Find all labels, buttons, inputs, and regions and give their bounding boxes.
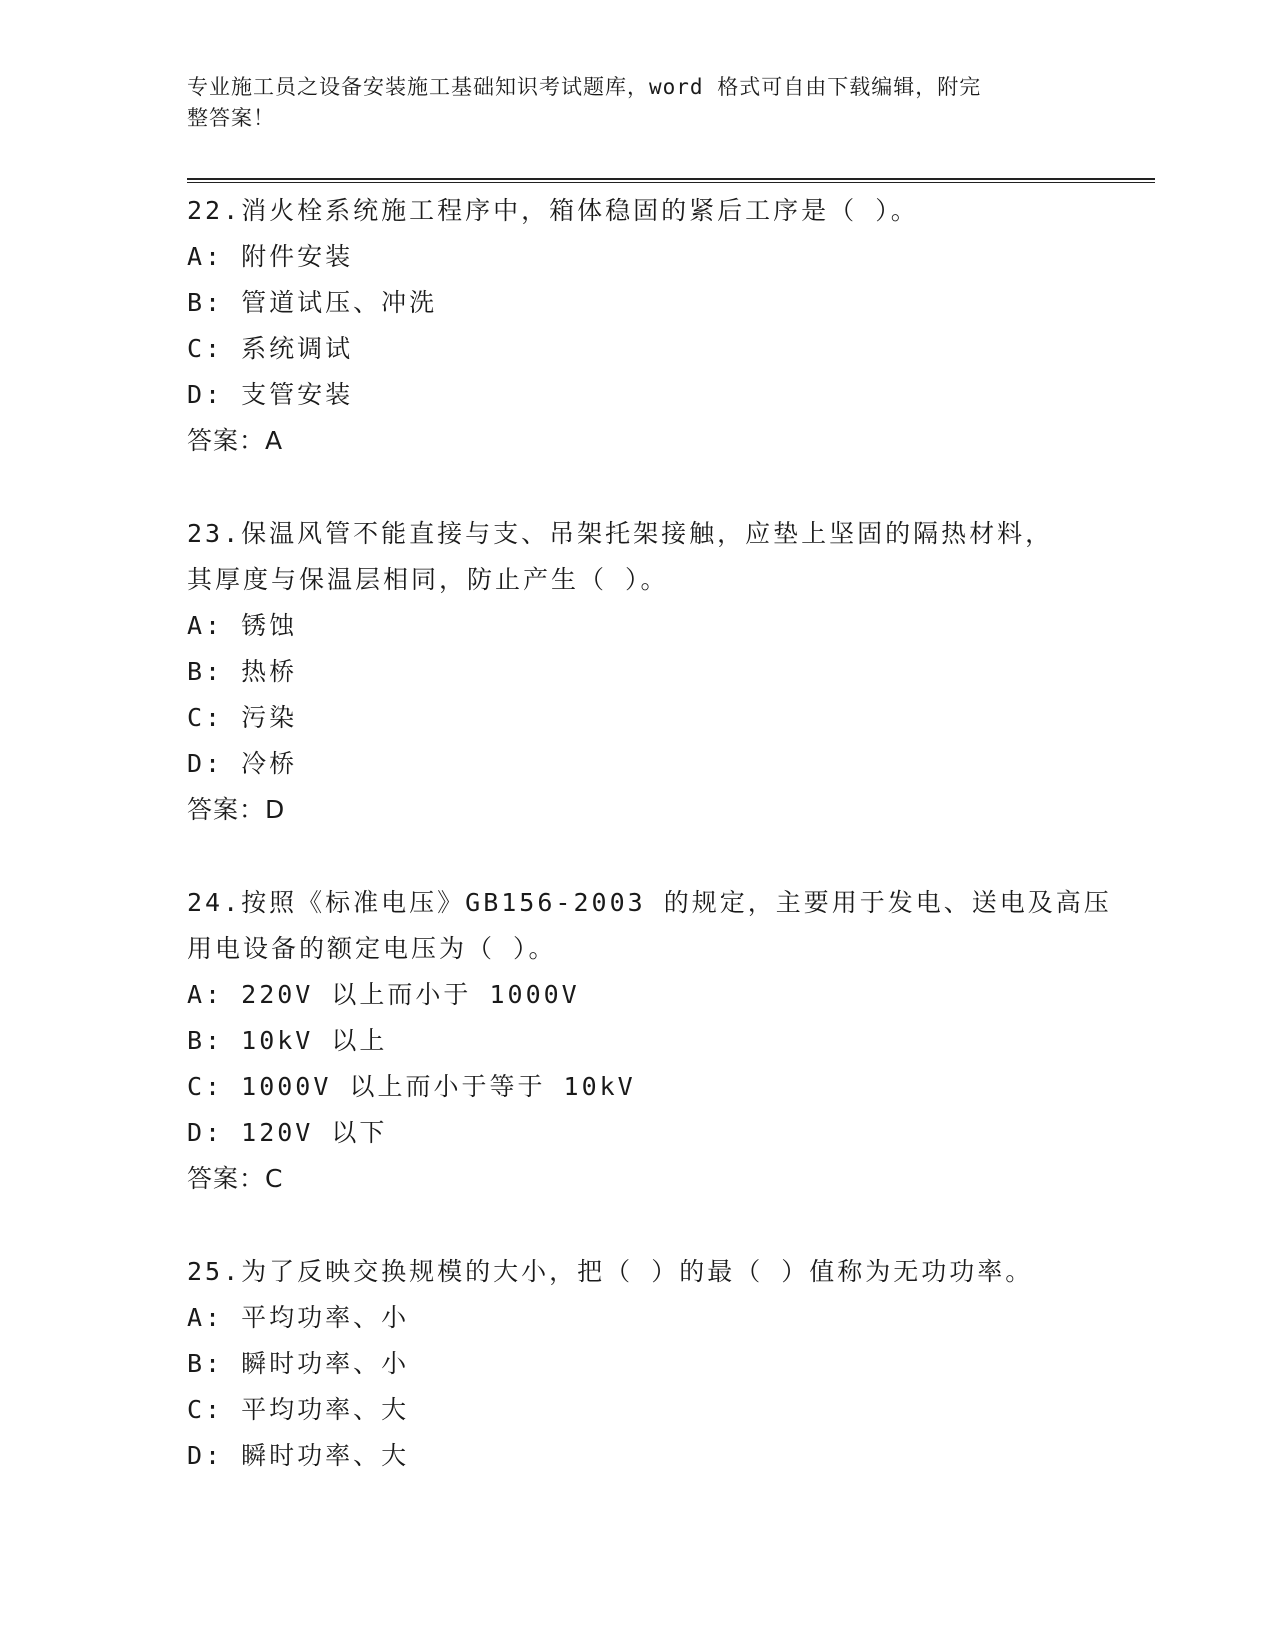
- option-a: A: 锈蚀: [187, 611, 298, 640]
- option-b: B: 热桥: [187, 657, 298, 686]
- option-b: B: 瞬时功率、小: [187, 1349, 410, 1378]
- question-24: [187, 880, 1155, 1202]
- option-b: B: 管道试压、冲洗: [187, 288, 438, 317]
- option-c: C: 污染: [187, 703, 298, 732]
- option-c: C: 系统调试: [187, 334, 354, 363]
- option-d: D: 支管安装: [187, 380, 354, 409]
- option-d: D: 120V 以下: [187, 1118, 388, 1147]
- question-text-line-2: 用电设备的额定电压为（ ）。: [187, 934, 557, 963]
- question-text-line-1: 23.保温风管不能直接与支、吊架托架接触，应垫上坚固的隔热材料，: [187, 519, 1054, 548]
- question-text-line-1: 24.按照《标准电压》GB156-2003 的规定，主要用于发电、送电及高压: [187, 888, 1112, 917]
- header-line-2: 整答案！: [187, 106, 275, 130]
- question-text: 22.消火栓系统施工程序中，箱体稳固的紧后工序是（ ）。: [187, 196, 919, 225]
- document-page: [187, 0, 1167, 1650]
- question-25: [187, 1249, 1155, 1479]
- question-text-line-2: 其厚度与保温层相同，防止产生（ ）。: [187, 565, 669, 594]
- document-header: [187, 72, 1067, 134]
- option-a: A: 平均功率、小: [187, 1303, 410, 1332]
- option-c: C: 平均功率、大: [187, 1395, 410, 1424]
- header-line-1: 专业施工员之设备安装施工基础知识考试题库，word 格式可自由下载编辑，附完: [187, 75, 982, 99]
- question-text: 25.为了反映交换规模的大小，把（ ）的最（ ）值称为无功功率。: [187, 1257, 1034, 1286]
- option-c: C: 1000V 以上而小于等于 10kV: [187, 1072, 636, 1101]
- option-d: D: 冷桥: [187, 749, 298, 778]
- answer-line: 答案：D: [187, 795, 286, 824]
- option-a: A: 220V 以上而小于 1000V: [187, 980, 580, 1009]
- option-a: A: 附件安装: [187, 242, 354, 271]
- header-divider: [187, 178, 1155, 183]
- question-list: [187, 188, 1155, 1526]
- question-23: [187, 511, 1155, 833]
- answer-line: 答案：C: [187, 1164, 284, 1193]
- option-b: B: 10kV 以上: [187, 1026, 388, 1055]
- answer-line: 答案：A: [187, 426, 284, 455]
- option-d: D: 瞬时功率、大: [187, 1441, 410, 1470]
- question-22: [187, 188, 1155, 464]
